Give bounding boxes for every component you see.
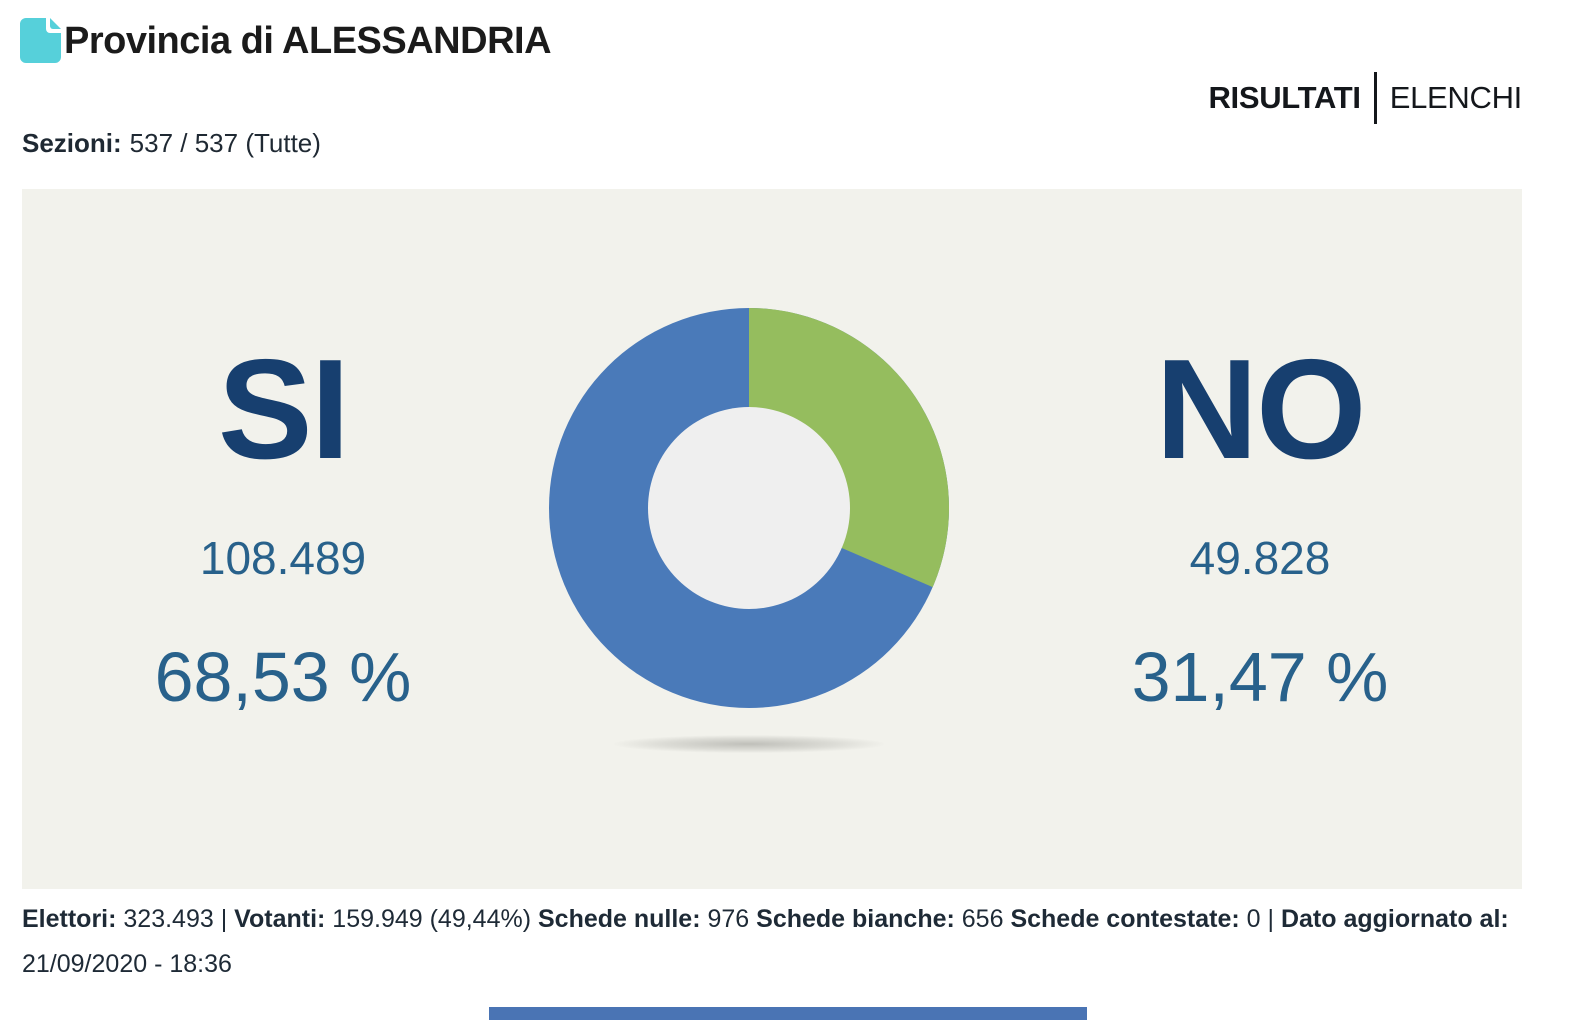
no-label: NO (1155, 330, 1365, 489)
summary-label: Schede contestate: (1010, 905, 1240, 933)
summary-label: Elettori: (22, 905, 117, 933)
donut-hole (648, 407, 850, 609)
summary-value: 976 (700, 905, 757, 933)
si-votes: 108.489 (199, 532, 367, 584)
summary-value: 159.949 (49,44%) (325, 905, 538, 933)
sezioni-value: 537 / 537 (Tutte) (129, 128, 321, 158)
summary-value: 656 (954, 905, 1011, 933)
summary-label: Dato aggiornato al: (1280, 905, 1509, 933)
summary-label: Votanti: (234, 905, 326, 933)
summary-label: Schede bianche: (756, 905, 955, 933)
tab-divider (1374, 72, 1377, 124)
results-panel (22, 189, 1522, 889)
header-tabs (1208, 71, 1522, 124)
donut-shadow (614, 735, 884, 753)
summary-line (22, 897, 1527, 987)
si-percent: 68,53 % (154, 638, 412, 716)
si-label: SI (217, 330, 349, 489)
page-title: Provincia di ALESSANDRIA (64, 20, 552, 62)
summary-value: 323.493 | (116, 905, 235, 933)
sezioni-line (22, 128, 321, 159)
donut-chart (549, 308, 949, 708)
tab-elenchi[interactable]: ELENCHI (1389, 79, 1522, 115)
sezioni-label: Sezioni: (22, 128, 122, 158)
summary-label: Schede nulle: (538, 905, 701, 933)
no-votes: 49.828 (1189, 532, 1331, 584)
no-percent: 31,47 % (1131, 638, 1389, 716)
summary-value: 0 | (1239, 905, 1281, 933)
footer-bar (489, 1007, 1087, 1020)
tab-risultati[interactable]: RISULTATI (1208, 79, 1361, 115)
document-icon (19, 17, 62, 64)
donut-svg (549, 308, 949, 708)
summary-value: 21/09/2020 - 18:36 (22, 950, 232, 978)
